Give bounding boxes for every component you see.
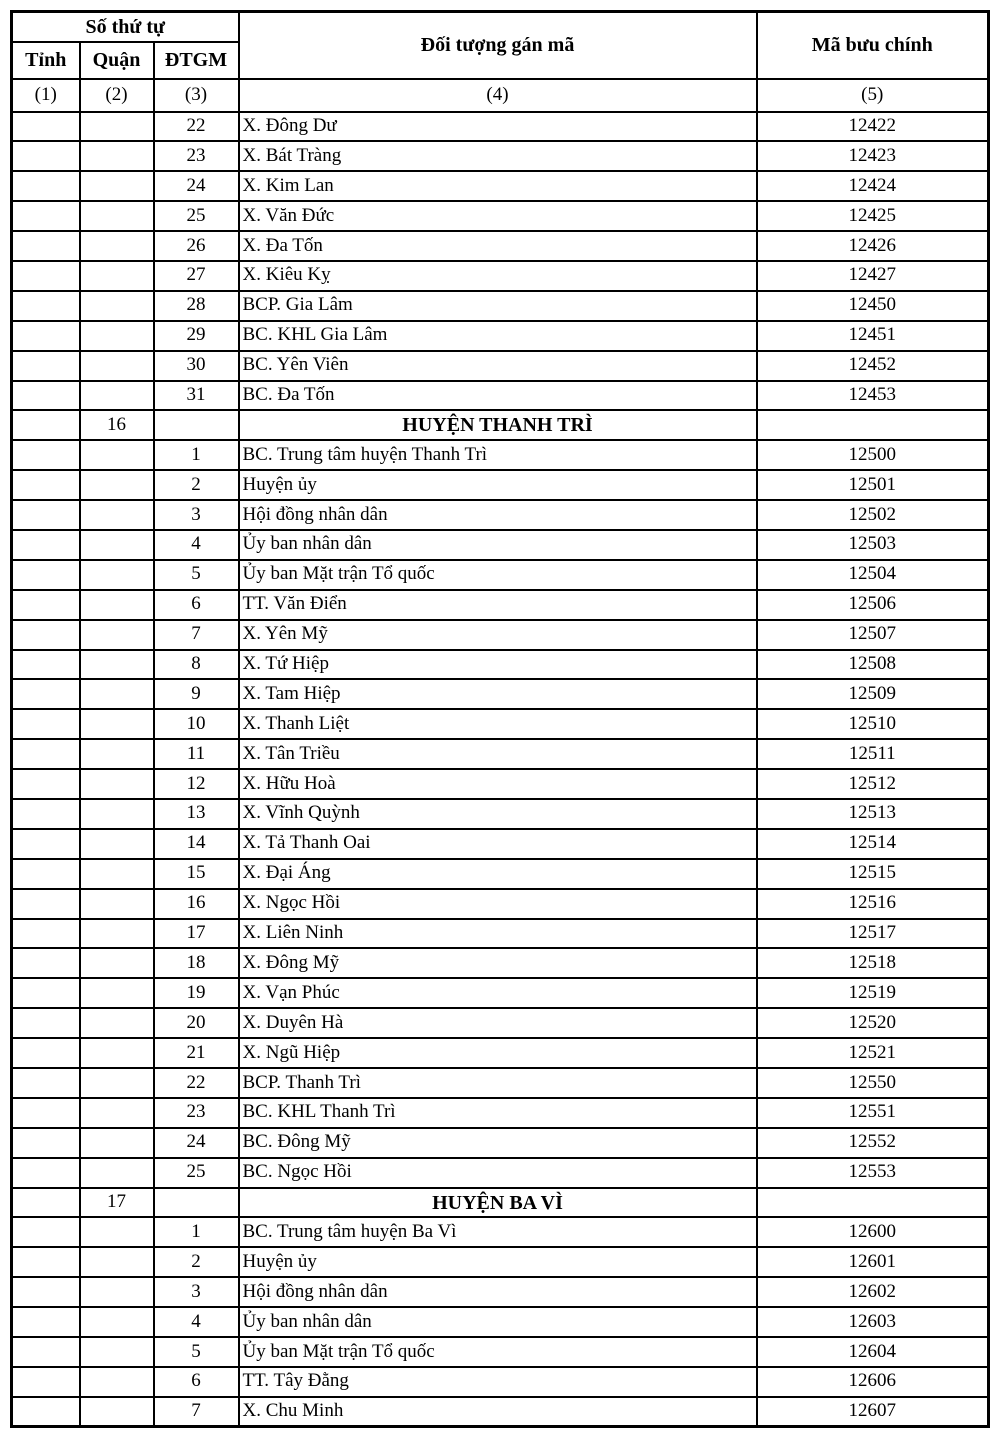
- cell-quan: [80, 112, 154, 142]
- table-row: [12, 1098, 989, 1128]
- cell-postal-code: 12518: [757, 948, 989, 978]
- cell-tinh: [12, 141, 80, 171]
- cell-quan: [80, 590, 154, 620]
- cell-quan: [80, 709, 154, 739]
- cell-postal-code: 12452: [757, 351, 989, 381]
- cell-dtgm: 22: [154, 112, 239, 142]
- cell-postal-code: 12502: [757, 500, 989, 530]
- cell-postal-code: 12602: [757, 1277, 989, 1307]
- cell-quan: [80, 978, 154, 1008]
- cell-postal-code: 12510: [757, 709, 989, 739]
- cell-postal-code: 12550: [757, 1068, 989, 1098]
- cell-tinh: [12, 769, 80, 799]
- table-row: [12, 1337, 989, 1367]
- cell-quan: 16: [80, 410, 154, 440]
- cell-tinh: [12, 590, 80, 620]
- section-row: [12, 410, 989, 440]
- cell-name: X. Yên Mỹ: [239, 620, 757, 650]
- table-row: [12, 440, 989, 470]
- cell-name: BC. Đông Mỹ: [239, 1128, 757, 1158]
- cell-postal-code: 12506: [757, 590, 989, 620]
- cell-name: X. Liên Ninh: [239, 919, 757, 949]
- cell-dtgm: 4: [154, 530, 239, 560]
- cell-name: X. Đông Mỹ: [239, 948, 757, 978]
- cell-tinh: [12, 829, 80, 859]
- table-row: [12, 859, 989, 889]
- table-row: [12, 1307, 989, 1337]
- cell-tinh: [12, 1277, 80, 1307]
- cell-name: BC. Ngọc Hồi: [239, 1158, 757, 1188]
- cell-quan: [80, 1247, 154, 1277]
- table-row: [12, 590, 989, 620]
- table-row: [12, 261, 989, 291]
- table-row: [12, 620, 989, 650]
- table-row: [12, 321, 989, 351]
- cell-postal-code: 12606: [757, 1367, 989, 1397]
- cell-dtgm: 14: [154, 829, 239, 859]
- cell-name: Ủy ban Mặt trận Tổ quốc: [239, 1337, 757, 1367]
- cell-quan: [80, 291, 154, 321]
- cell-name: X. Ngũ Hiệp: [239, 1038, 757, 1068]
- table-row: [12, 978, 989, 1008]
- table-row: [12, 1128, 989, 1158]
- cell-tinh: [12, 470, 80, 500]
- cell-tinh: [12, 1247, 80, 1277]
- cell-quan: [80, 1128, 154, 1158]
- cell-name: X. Thanh Liệt: [239, 709, 757, 739]
- cell-name: HUYỆN BA VÌ: [239, 1188, 757, 1218]
- table-row: [12, 739, 989, 769]
- colnum-5: (5): [757, 79, 989, 112]
- cell-dtgm: [154, 410, 239, 440]
- cell-tinh: [12, 978, 80, 1008]
- cell-dtgm: 30: [154, 351, 239, 381]
- cell-name: X. Vĩnh Quỳnh: [239, 799, 757, 829]
- cell-postal-code: 12514: [757, 829, 989, 859]
- cell-dtgm: 11: [154, 739, 239, 769]
- cell-postal-code: 12551: [757, 1098, 989, 1128]
- cell-tinh: [12, 1068, 80, 1098]
- cell-tinh: [12, 500, 80, 530]
- cell-tinh: [12, 410, 80, 440]
- cell-dtgm: 3: [154, 500, 239, 530]
- cell-quan: [80, 889, 154, 919]
- cell-tinh: [12, 201, 80, 231]
- colnum-3: (3): [154, 79, 239, 112]
- cell-name: X. Tân Triều: [239, 739, 757, 769]
- table-row: [12, 112, 989, 142]
- cell-dtgm: 29: [154, 321, 239, 351]
- table-row: [12, 1008, 989, 1038]
- cell-name: Huyện ủy: [239, 470, 757, 500]
- cell-postal-code: 12508: [757, 650, 989, 680]
- cell-quan: [80, 261, 154, 291]
- cell-tinh: [12, 171, 80, 201]
- cell-postal-code: 12450: [757, 291, 989, 321]
- cell-name: BC. Trung tâm huyện Ba Vì: [239, 1217, 757, 1247]
- cell-postal-code: 12426: [757, 231, 989, 261]
- cell-dtgm: 5: [154, 560, 239, 590]
- table-row: [12, 291, 989, 321]
- cell-name: BC. Đa Tốn: [239, 381, 757, 411]
- cell-tinh: [12, 381, 80, 411]
- table-row: [12, 948, 989, 978]
- table-row: [12, 1158, 989, 1188]
- cell-dtgm: 6: [154, 1367, 239, 1397]
- cell-quan: [80, 1158, 154, 1188]
- table-row: [12, 1277, 989, 1307]
- cell-postal-code: 12552: [757, 1128, 989, 1158]
- cell-quan: [80, 351, 154, 381]
- cell-tinh: [12, 440, 80, 470]
- cell-postal-code: 12512: [757, 769, 989, 799]
- cell-quan: [80, 1068, 154, 1098]
- cell-quan: 17: [80, 1188, 154, 1218]
- cell-tinh: [12, 1307, 80, 1337]
- cell-quan: [80, 1367, 154, 1397]
- cell-name: X. Hữu Hoà: [239, 769, 757, 799]
- cell-quan: [80, 1337, 154, 1367]
- table-header: [12, 12, 989, 112]
- header-doi-tuong-gan-ma: Đối tượng gán mã: [239, 12, 757, 79]
- cell-tinh: [12, 351, 80, 381]
- cell-postal-code: 12425: [757, 201, 989, 231]
- cell-quan: [80, 500, 154, 530]
- cell-postal-code: 12427: [757, 261, 989, 291]
- cell-tinh: [12, 859, 80, 889]
- table-row: [12, 231, 989, 261]
- cell-dtgm: 5: [154, 1337, 239, 1367]
- cell-quan: [80, 470, 154, 500]
- cell-tinh: [12, 739, 80, 769]
- cell-tinh: [12, 291, 80, 321]
- section-row: [12, 1188, 989, 1218]
- cell-dtgm: 1: [154, 1217, 239, 1247]
- cell-name: X. Chu Minh: [239, 1397, 757, 1427]
- cell-tinh: [12, 919, 80, 949]
- table-body: [12, 112, 989, 1427]
- cell-quan: [80, 201, 154, 231]
- cell-dtgm: 6: [154, 590, 239, 620]
- cell-tinh: [12, 889, 80, 919]
- cell-tinh: [12, 1397, 80, 1427]
- table-row: [12, 381, 989, 411]
- cell-dtgm: 21: [154, 1038, 239, 1068]
- colnum-4: (4): [239, 79, 757, 112]
- cell-quan: [80, 321, 154, 351]
- cell-dtgm: 17: [154, 919, 239, 949]
- header-dtgm: ĐTGM: [154, 42, 239, 79]
- cell-quan: [80, 799, 154, 829]
- cell-tinh: [12, 1188, 80, 1218]
- cell-postal-code: 12511: [757, 739, 989, 769]
- cell-tinh: [12, 948, 80, 978]
- cell-name: BC. Trung tâm huyện Thanh Trì: [239, 440, 757, 470]
- cell-name: BC. KHL Gia Lâm: [239, 321, 757, 351]
- cell-postal-code: 12553: [757, 1158, 989, 1188]
- colnum-2: (2): [80, 79, 154, 112]
- cell-name: Hội đồng nhân dân: [239, 1277, 757, 1307]
- cell-tinh: [12, 231, 80, 261]
- cell-name: HUYỆN THANH TRÌ: [239, 410, 757, 440]
- cell-tinh: [12, 530, 80, 560]
- postal-code-table: [10, 10, 990, 1428]
- cell-name: Huyện ủy: [239, 1247, 757, 1277]
- cell-postal-code: 12501: [757, 470, 989, 500]
- table-row: [12, 709, 989, 739]
- cell-postal-code: 12604: [757, 1337, 989, 1367]
- cell-tinh: [12, 620, 80, 650]
- table-row: [12, 1247, 989, 1277]
- table-row: [12, 769, 989, 799]
- table-row: [12, 1217, 989, 1247]
- table-row: [12, 351, 989, 381]
- cell-quan: [80, 1277, 154, 1307]
- cell-postal-code: 12503: [757, 530, 989, 560]
- cell-tinh: [12, 799, 80, 829]
- cell-dtgm: 24: [154, 171, 239, 201]
- cell-name: BC. Yên Viên: [239, 351, 757, 381]
- cell-tinh: [12, 560, 80, 590]
- cell-name: X. Ngọc Hồi: [239, 889, 757, 919]
- table-row: [12, 1367, 989, 1397]
- cell-postal-code: 12509: [757, 679, 989, 709]
- cell-quan: [80, 231, 154, 261]
- cell-name: TT. Văn Điển: [239, 590, 757, 620]
- table-row: [12, 1397, 989, 1427]
- cell-quan: [80, 1217, 154, 1247]
- cell-tinh: [12, 1367, 80, 1397]
- table-row: [12, 829, 989, 859]
- cell-dtgm: 23: [154, 1098, 239, 1128]
- table-row: [12, 799, 989, 829]
- cell-dtgm: 12: [154, 769, 239, 799]
- cell-dtgm: 2: [154, 470, 239, 500]
- cell-name: X. Vạn Phúc: [239, 978, 757, 1008]
- table-row: [12, 1068, 989, 1098]
- cell-name: X. Tả Thanh Oai: [239, 829, 757, 859]
- cell-tinh: [12, 112, 80, 142]
- cell-quan: [80, 171, 154, 201]
- cell-quan: [80, 650, 154, 680]
- cell-quan: [80, 620, 154, 650]
- cell-name: X. Tam Hiệp: [239, 679, 757, 709]
- cell-dtgm: 9: [154, 679, 239, 709]
- cell-postal-code: 12507: [757, 620, 989, 650]
- cell-dtgm: 27: [154, 261, 239, 291]
- cell-name: X. Bát Tràng: [239, 141, 757, 171]
- cell-dtgm: 15: [154, 859, 239, 889]
- header-ma-buu-chinh: Mã bưu chính: [757, 12, 989, 79]
- header-quan: Quận: [80, 42, 154, 79]
- cell-quan: [80, 679, 154, 709]
- header-row-colnumbers: [12, 79, 989, 112]
- cell-quan: [80, 560, 154, 590]
- cell-quan: [80, 1008, 154, 1038]
- cell-tinh: [12, 1098, 80, 1128]
- cell-quan: [80, 769, 154, 799]
- cell-postal-code: 12600: [757, 1217, 989, 1247]
- cell-dtgm: 4: [154, 1307, 239, 1337]
- cell-name: X. Tứ Hiệp: [239, 650, 757, 680]
- cell-quan: [80, 440, 154, 470]
- cell-name: BCP. Gia Lâm: [239, 291, 757, 321]
- header-row-group: [12, 12, 989, 42]
- cell-name: X. Đa Tốn: [239, 231, 757, 261]
- cell-postal-code: 12521: [757, 1038, 989, 1068]
- cell-name: X. Đại Áng: [239, 859, 757, 889]
- cell-postal-code: [757, 1188, 989, 1218]
- cell-name: Hội đồng nhân dân: [239, 500, 757, 530]
- cell-dtgm: 10: [154, 709, 239, 739]
- header-tinh: Tỉnh: [12, 42, 80, 79]
- cell-quan: [80, 919, 154, 949]
- cell-name: X. Kiêu Kỵ: [239, 261, 757, 291]
- cell-quan: [80, 381, 154, 411]
- cell-tinh: [12, 679, 80, 709]
- cell-name: BC. KHL Thanh Trì: [239, 1098, 757, 1128]
- cell-dtgm: 16: [154, 889, 239, 919]
- cell-tinh: [12, 1038, 80, 1068]
- cell-quan: [80, 530, 154, 560]
- cell-postal-code: 12451: [757, 321, 989, 351]
- cell-tinh: [12, 1008, 80, 1038]
- cell-name: X. Văn Đức: [239, 201, 757, 231]
- table-row: [12, 470, 989, 500]
- table-row: [12, 889, 989, 919]
- cell-tinh: [12, 1128, 80, 1158]
- cell-dtgm: 7: [154, 1397, 239, 1427]
- cell-dtgm: 20: [154, 1008, 239, 1038]
- cell-postal-code: 12513: [757, 799, 989, 829]
- table-row: [12, 1038, 989, 1068]
- table-row: [12, 171, 989, 201]
- cell-postal-code: 12607: [757, 1397, 989, 1427]
- cell-dtgm: 26: [154, 231, 239, 261]
- cell-dtgm: 3: [154, 1277, 239, 1307]
- cell-name: Ủy ban Mặt trận Tổ quốc: [239, 560, 757, 590]
- cell-quan: [80, 859, 154, 889]
- cell-dtgm: 24: [154, 1128, 239, 1158]
- cell-tinh: [12, 321, 80, 351]
- table-row: [12, 141, 989, 171]
- cell-postal-code: 12516: [757, 889, 989, 919]
- cell-dtgm: 25: [154, 201, 239, 231]
- table-row: [12, 500, 989, 530]
- header-so-thu-tu: Số thứ tự: [12, 12, 239, 42]
- cell-dtgm: 18: [154, 948, 239, 978]
- cell-tinh: [12, 261, 80, 291]
- table-row: [12, 560, 989, 590]
- cell-tinh: [12, 1217, 80, 1247]
- cell-tinh: [12, 650, 80, 680]
- cell-postal-code: 12504: [757, 560, 989, 590]
- cell-tinh: [12, 1337, 80, 1367]
- cell-quan: [80, 141, 154, 171]
- cell-quan: [80, 829, 154, 859]
- cell-dtgm: 23: [154, 141, 239, 171]
- cell-dtgm: 1: [154, 440, 239, 470]
- cell-dtgm: 31: [154, 381, 239, 411]
- cell-name: X. Đông Dư: [239, 112, 757, 142]
- cell-name: X. Duyên Hà: [239, 1008, 757, 1038]
- cell-quan: [80, 1038, 154, 1068]
- cell-name: Ủy ban nhân dân: [239, 530, 757, 560]
- cell-quan: [80, 1397, 154, 1427]
- cell-dtgm: 19: [154, 978, 239, 1008]
- cell-dtgm: 28: [154, 291, 239, 321]
- cell-postal-code: 12517: [757, 919, 989, 949]
- cell-tinh: [12, 709, 80, 739]
- cell-quan: [80, 1098, 154, 1128]
- cell-postal-code: 12601: [757, 1247, 989, 1277]
- cell-quan: [80, 948, 154, 978]
- cell-postal-code: 12515: [757, 859, 989, 889]
- cell-postal-code: 12500: [757, 440, 989, 470]
- cell-dtgm: 2: [154, 1247, 239, 1277]
- cell-name: TT. Tây Đằng: [239, 1367, 757, 1397]
- table-row: [12, 530, 989, 560]
- cell-dtgm: 8: [154, 650, 239, 680]
- cell-postal-code: 12603: [757, 1307, 989, 1337]
- cell-postal-code: 12519: [757, 978, 989, 1008]
- cell-dtgm: 13: [154, 799, 239, 829]
- cell-dtgm: 7: [154, 620, 239, 650]
- colnum-1: (1): [12, 79, 80, 112]
- table-row: [12, 650, 989, 680]
- cell-dtgm: 25: [154, 1158, 239, 1188]
- cell-postal-code: 12520: [757, 1008, 989, 1038]
- cell-postal-code: 12423: [757, 141, 989, 171]
- cell-quan: [80, 1307, 154, 1337]
- table-row: [12, 919, 989, 949]
- cell-postal-code: 12422: [757, 112, 989, 142]
- cell-postal-code: 12424: [757, 171, 989, 201]
- cell-postal-code: [757, 410, 989, 440]
- cell-quan: [80, 739, 154, 769]
- cell-dtgm: [154, 1188, 239, 1218]
- cell-name: Ủy ban nhân dân: [239, 1307, 757, 1337]
- table-row: [12, 679, 989, 709]
- table-row: [12, 201, 989, 231]
- cell-name: BCP. Thanh Trì: [239, 1068, 757, 1098]
- cell-postal-code: 12453: [757, 381, 989, 411]
- cell-name: X. Kim Lan: [239, 171, 757, 201]
- cell-tinh: [12, 1158, 80, 1188]
- cell-dtgm: 22: [154, 1068, 239, 1098]
